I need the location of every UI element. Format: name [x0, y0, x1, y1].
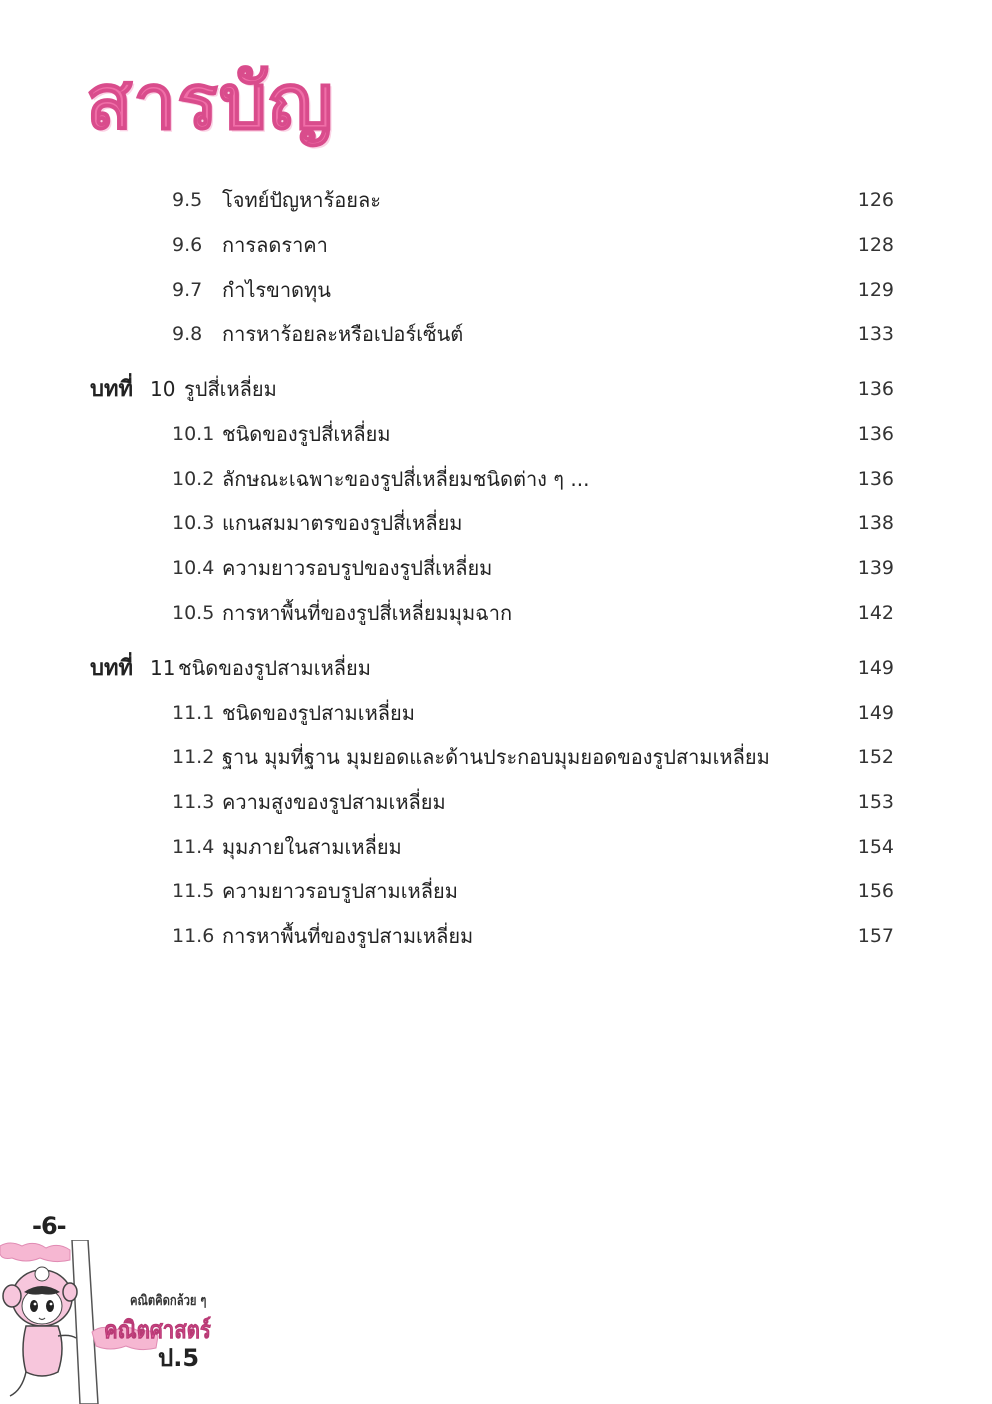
toc-entry[interactable]: [0, 873, 992, 909]
entry-title: กำไรขาดทุน: [222, 278, 331, 302]
entry-number: 9.6: [172, 234, 203, 256]
entry-page: 136: [857, 423, 894, 445]
entry-number: 9.5: [172, 189, 203, 211]
toc-entry[interactable]: [0, 316, 992, 352]
entry-number: 11.6: [172, 925, 215, 947]
toc-entry[interactable]: [0, 784, 992, 820]
entry-number: 11.4: [172, 836, 215, 858]
entry-page: 156: [857, 880, 894, 902]
entry-title: ความสูงของรูปสามเหลี่ยม: [222, 790, 446, 814]
entry-title: การหาพื้นที่ของรูปสามเหลี่ยม: [222, 924, 474, 948]
entry-number: 11.3: [172, 791, 215, 813]
toc-entry[interactable]: [0, 829, 992, 865]
entry-number: 9.8: [172, 323, 203, 345]
entry-page: 138: [857, 512, 894, 534]
grade-level: ป.5: [158, 1344, 200, 1372]
entry-title: ชนิดของรูปสี่เหลี่ยม: [222, 422, 391, 446]
entry-page: 139: [857, 557, 894, 579]
entry-title: ความยาวรอบรูปของรูปสี่เหลี่ยม: [222, 556, 493, 580]
entry-page: 154: [857, 836, 894, 858]
toc-chapter[interactable]: [0, 650, 992, 686]
entry-title: การลดราคา: [222, 233, 328, 257]
toc-chapter[interactable]: [0, 371, 992, 407]
entry-title: มุมภายในสามเหลี่ยม: [222, 835, 402, 859]
entry-title: ชนิดของรูปสามเหลี่ยม: [222, 701, 415, 725]
toc-entry[interactable]: [0, 918, 992, 954]
entry-number: 11.1: [172, 702, 215, 724]
entry-number: 10.5: [172, 602, 215, 624]
entry-page: 153: [857, 791, 894, 813]
series-name: คณิตคิดกล้วย ๆ: [130, 1293, 207, 1309]
page-title: สารบัญ: [86, 57, 334, 146]
entry-title: แกนสมมาตรของรูปสี่เหลี่ยม: [222, 511, 463, 535]
toc-entry[interactable]: [0, 695, 992, 731]
entry-number: 10.3: [172, 512, 215, 534]
chapter-page: 136: [857, 378, 894, 400]
toc-entry[interactable]: [0, 505, 992, 541]
entry-title: ลักษณะเฉพาะของรูปสี่เหลี่ยมชนิดต่าง ๆ ...: [222, 467, 590, 491]
chapter-title: ชนิดของรูปสามเหลี่ยม: [178, 656, 371, 680]
chapter-number: 11: [150, 656, 176, 680]
chapter-title: รูปสี่เหลี่ยม: [184, 377, 277, 401]
entry-page: 157: [857, 925, 894, 947]
toc-entry[interactable]: [0, 227, 992, 263]
chapter-label: บทที่: [90, 376, 133, 402]
chapter-label: บทที่: [90, 655, 133, 681]
entry-number: 10.4: [172, 557, 215, 579]
toc-entry[interactable]: [0, 182, 992, 218]
entry-number: 11.2: [172, 746, 215, 768]
entry-number: 10.2: [172, 468, 215, 490]
toc-entry[interactable]: [0, 461, 992, 497]
entry-number: 11.5: [172, 880, 215, 902]
entry-page: 152: [857, 746, 894, 768]
entry-number: 9.7: [172, 279, 203, 301]
toc-entry[interactable]: [0, 739, 992, 775]
book-subject: คณิตศาสตร์: [104, 1316, 211, 1344]
entry-title: การหาร้อยละหรือเปอร์เซ็นต์: [222, 322, 464, 346]
entry-title: ฐาน มุมที่ฐาน มุมยอดและด้านประกอบมุมยอดของรูปสามเหลี่ยม: [222, 745, 770, 769]
page-number: -6-: [32, 1212, 66, 1240]
entry-title: โจทย์ปัญหาร้อยละ: [222, 188, 381, 212]
entry-title: ความยาวรอบรูปสามเหลี่ยม: [222, 879, 458, 903]
entry-page: 129: [857, 279, 894, 301]
entry-page: 142: [857, 602, 894, 624]
toc-entry[interactable]: [0, 595, 992, 631]
chapter-page: 149: [857, 657, 894, 679]
entry-page: 128: [857, 234, 894, 256]
entry-page: 136: [857, 468, 894, 490]
entry-page: 126: [857, 189, 894, 211]
entry-number: 10.1: [172, 423, 215, 445]
entry-title: การหาพื้นที่ของรูปสี่เหลี่ยมมุมฉาก: [222, 601, 513, 625]
entry-page: 133: [857, 323, 894, 345]
chapter-number: 10: [150, 377, 176, 401]
entry-page: 149: [857, 702, 894, 724]
toc-entry[interactable]: [0, 550, 992, 586]
toc-entry[interactable]: [0, 416, 992, 452]
toc-entry[interactable]: [0, 272, 992, 308]
